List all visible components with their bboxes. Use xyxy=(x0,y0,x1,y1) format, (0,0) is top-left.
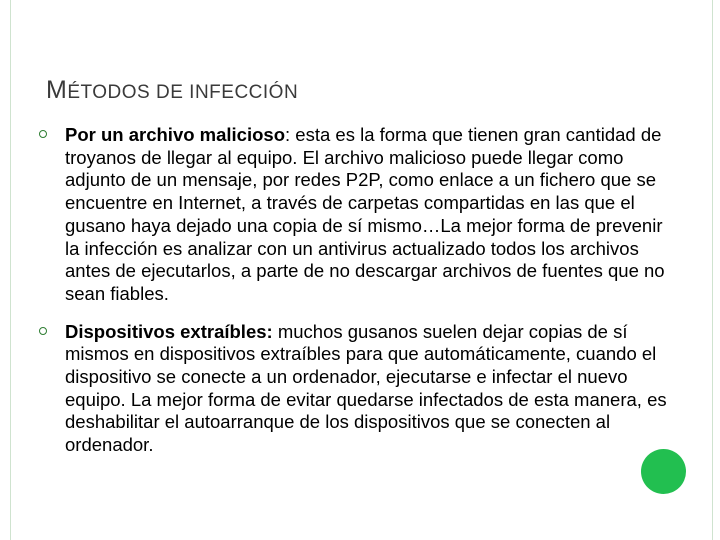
list-item xyxy=(36,124,676,306)
circle-bullet-icon xyxy=(39,130,47,138)
decorative-green-circle xyxy=(641,449,686,494)
item-lead: Dispositivos extraíbles: xyxy=(65,320,273,342)
item-lead: Por un archivo malicioso xyxy=(65,124,286,145)
slide-title-rest: ÉTODOS DE INFECCIÓN xyxy=(67,82,299,103)
item-text: muchos gusanos suelen dejar copias de sí mismos en dispositivos extraíbles para que automáticamente, cuando el dispositivo se conecte a un ordenador, ejecutarse e infectar el nuevo equipo. La mejor forma de evitar quedarse infectados de esta manera, es deshabilitar el autoarranque de los dispositivos que se conecten al ordenador. xyxy=(65,320,667,456)
list-item xyxy=(36,321,676,457)
item-text: : esta es la forma que tienen gran cantidad de troyanos de llegar al equipo. El archivo malicioso puede llegar como adjunto de un mensaje, por redes P2P, como enlace a un fichero que se encuentre en Internet, a través de carpetas compartidas en las que el gusano haya dejado una copia de sí mismo…La mejor forma de prevenir la infección es analizar con un antivirus actualizado todos los archivos antes de ejecutarlos, a parte de no descargar archivos de fuentes que no sean fiables. xyxy=(65,124,665,304)
bullet-list xyxy=(36,124,676,472)
slide-title xyxy=(46,76,298,105)
circle-bullet-icon xyxy=(39,327,47,335)
slide-title-initial: M xyxy=(46,76,68,104)
